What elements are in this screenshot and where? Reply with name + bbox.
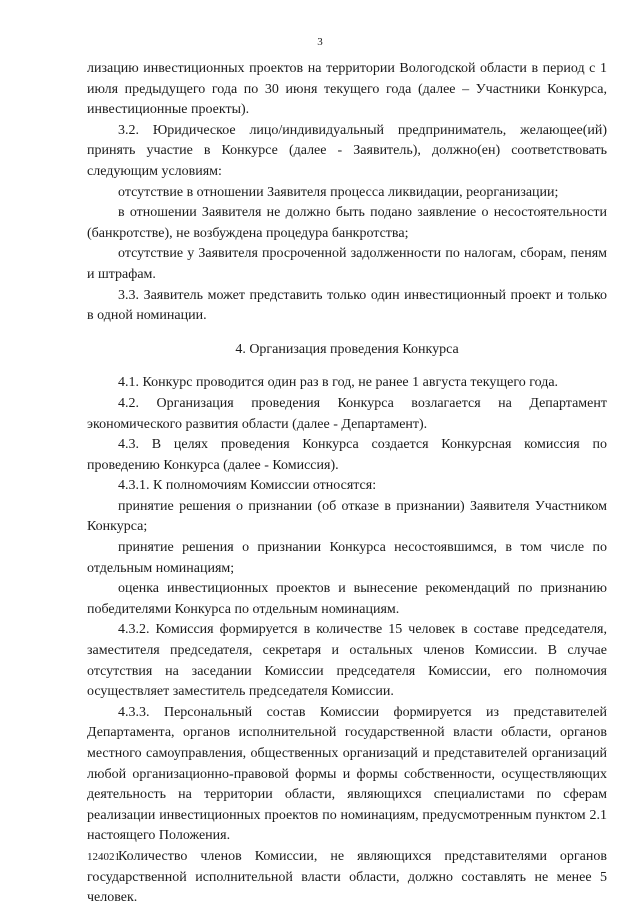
paragraph-4-3-1: 4.3.1. К полномочиям Комиссии относятся: [118,478,377,494]
document-body [87,59,607,909]
paragraph-4-3-2: 4.3.2. Комиссия формируется в количестве 15 человек в составе председателя, заместителя председателя, секретаря и остальных членов Комиссии. В случае отсутствия на заседании Комиссии председателя Комиссии, его полномочия осуществляет заместитель председателя Комиссии. [87,622,607,700]
paragraph-3-3: 3.3. Заявитель может представить только один инвестиционный проект и только в одной номинации. [87,287,607,324]
condition-bankruptcy: в отношении Заявителя не должно быть подано заявление о несостоятельности (банкротстве), не возбуждена процедура банкротства; [87,205,607,241]
paragraph-3-2: 3.2. Юридическое лицо/индивидуальный предприниматель, желающее(ий) принять участие в Конкурсе (далее - Заявитель), должно(ен) соответствовать следующим условиям: [87,122,607,179]
power-contest-failed: принятие решения о признании Конкурса несостоявшимся, в том числе по отдельным номинациям; [87,540,607,576]
page-number: 3 [317,36,323,48]
section-heading: 4. Организация проведения Конкурса [235,341,459,357]
paragraph-continuation: лизацию инвестиционных проектов на территории Вологодской области в период с 1 июля предыдущего года по 30 июня текущего года (далее – Участники Конкурса, инвестиционные проекты). [87,61,607,118]
power-project-evaluation: оценка инвестиционных проектов и вынесение рекомендаций по признанию победителями Конкурса по отдельным номинациям. [87,581,607,617]
paragraph-4-3: 4.3. В целях проведения Конкурса создается Конкурсная комиссия по проведению Конкурса (далее - Комиссия). [87,437,607,473]
paragraph-4-2: 4.2. Организация проведения Конкурса возлагается на Департамент экономического развития области (далее - Департамент). [87,395,607,432]
paragraph-4-1: 4.1. Конкурс проводится один раз в год, не ранее 1 августа текущего года. [118,375,559,391]
condition-liquidation: отсутствие в отношении Заявителя процесса ликвидации, реорганизации; [118,184,559,200]
condition-tax-debt: отсутствие у Заявителя просроченной задолженности по налогам, сборам, пеням и штрафам. [87,246,607,282]
power-participant-decision: принятие решения о признании (об отказе в признании) Заявителя Участником Конкурса; [87,498,607,535]
document-code: 124021 [87,851,120,863]
paragraph-members-count: Количество членов Комиссии, не являющихся представителями органов государственной исполнительной власти области, должно составлять не менее 5 человек. [87,848,607,906]
paragraph-4-3-3: 4.3.3. Персональный состав Комиссии формируется из представителей Департамента, органов исполнительной государственной власти области, органов местного самоуправления, общественных организаций и представителей организаций любой организационно-правовой формы и формы собственности, осуществляющих деятельность на территории области, являющихся специалистами по сферам реализации инвестиционных проектов по номинациям, предусмотренным пунктом 2.1 настоящего Положения. [87,704,607,844]
